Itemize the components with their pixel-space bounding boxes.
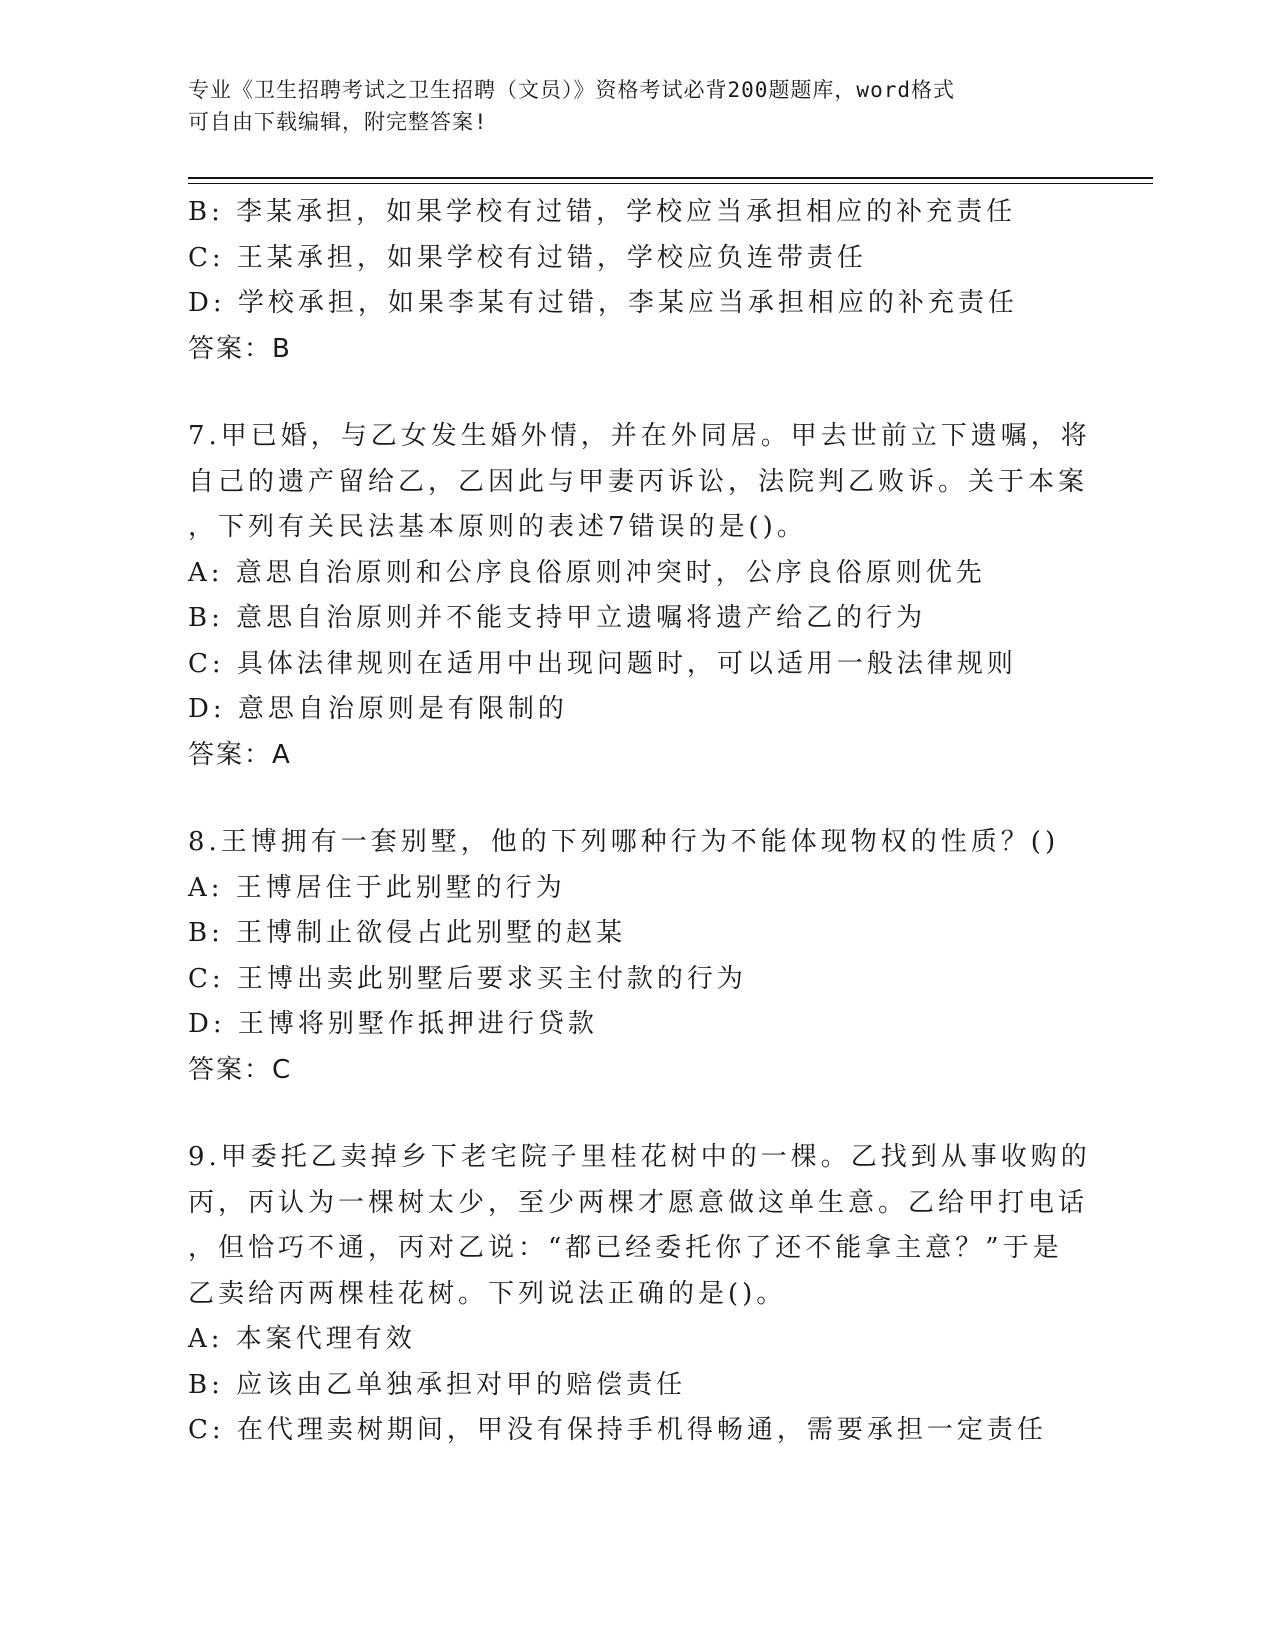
answer-line: 答案：C: [188, 1054, 293, 1085]
question-stem-line: 7.甲已婚，与乙女发生婚外情，并在外同居。甲去世前立下遗嘱，将: [188, 421, 1091, 451]
question-stem-line: 8.王博拥有一套别墅，他的下列哪种行为不能体现物权的性质？(): [188, 827, 1060, 857]
option-b: B: 李某承担，如果学校有过错，学校应当承担相应的补充责任: [188, 197, 1017, 227]
question-block-9: [188, 1135, 1091, 1454]
option-c: C: 具体法律规则在适用中出现问题时，可以适用一般法律规则: [188, 648, 1017, 679]
answer-line: 答案：B: [188, 333, 292, 364]
header-divider-thick: [188, 177, 1153, 179]
header-title-line-1: 专业《卫生招聘考试之卫生招聘（文员）》资格考试必背200题题库，word格式: [188, 78, 955, 102]
option-a: A: 意思自治原则和公序良俗原则冲突时，公序良俗原则优先: [188, 557, 986, 588]
question-block-6-continued: [188, 190, 1068, 372]
option-a: A: 本案代理有效: [188, 1324, 416, 1354]
option-d: D: 学校承担，如果李某有过错，李某应当承担相应的补充责任: [188, 288, 1018, 318]
question-stem-line: 9.甲委托乙卖掉乡下老宅院子里桂花树中的一棵。乙找到从事收购的: [188, 1142, 1091, 1172]
option-b: B: 意思自治原则并不能支持甲立遗嘱将遗产给乙的行为: [188, 603, 927, 633]
answer-line: 答案：A: [188, 739, 292, 770]
question-stem-line: 自己的遗产留给乙，乙因此与甲妻丙诉讼，法院判乙败诉。关于本案: [188, 466, 1089, 497]
option-b: B: 应该由乙单独承担对甲的赔偿责任: [188, 1369, 687, 1400]
option-a: A: 王博居住于此别墅的行为: [188, 872, 566, 903]
header-title-line-2: 可自由下载编辑，附完整答案!: [188, 110, 488, 134]
option-d: D: 王博将别墅作抵押进行贷款: [188, 1009, 598, 1039]
question-content: [188, 190, 1091, 1454]
option-c: C: 在代理卖树期间，甲没有保持手机得畅通，需要承担一定责任: [188, 1415, 1047, 1445]
question-block-8: [188, 820, 1068, 1093]
question-stem-line: 乙卖给丙两棵桂花树。下列说法正确的是()。: [188, 1278, 787, 1309]
question-stem-line: ，下列有关民法基本原则的表述7错误的是()。: [188, 512, 807, 542]
question-block-7: [188, 414, 1091, 778]
option-c: C: 王博出卖此别墅后要求买主付款的行为: [188, 963, 747, 994]
question-stem-line: ，但恰巧不通，丙对乙说：“都已经委托你了还不能拿主意？”于是: [188, 1233, 1063, 1263]
option-b: B: 王博制止欲侵占此别墅的赵某: [188, 918, 627, 948]
header-divider-thin: [188, 183, 1153, 184]
option-c: C: 王某承担，如果学校有过错，学校应负连带责任: [188, 242, 867, 273]
question-stem-line: 丙，丙认为一棵树太少，至少两棵才愿意做这单生意。乙给甲打电话: [188, 1187, 1089, 1218]
document-header: [188, 74, 1088, 138]
option-d: D: 意思自治原则是有限制的: [188, 694, 568, 724]
